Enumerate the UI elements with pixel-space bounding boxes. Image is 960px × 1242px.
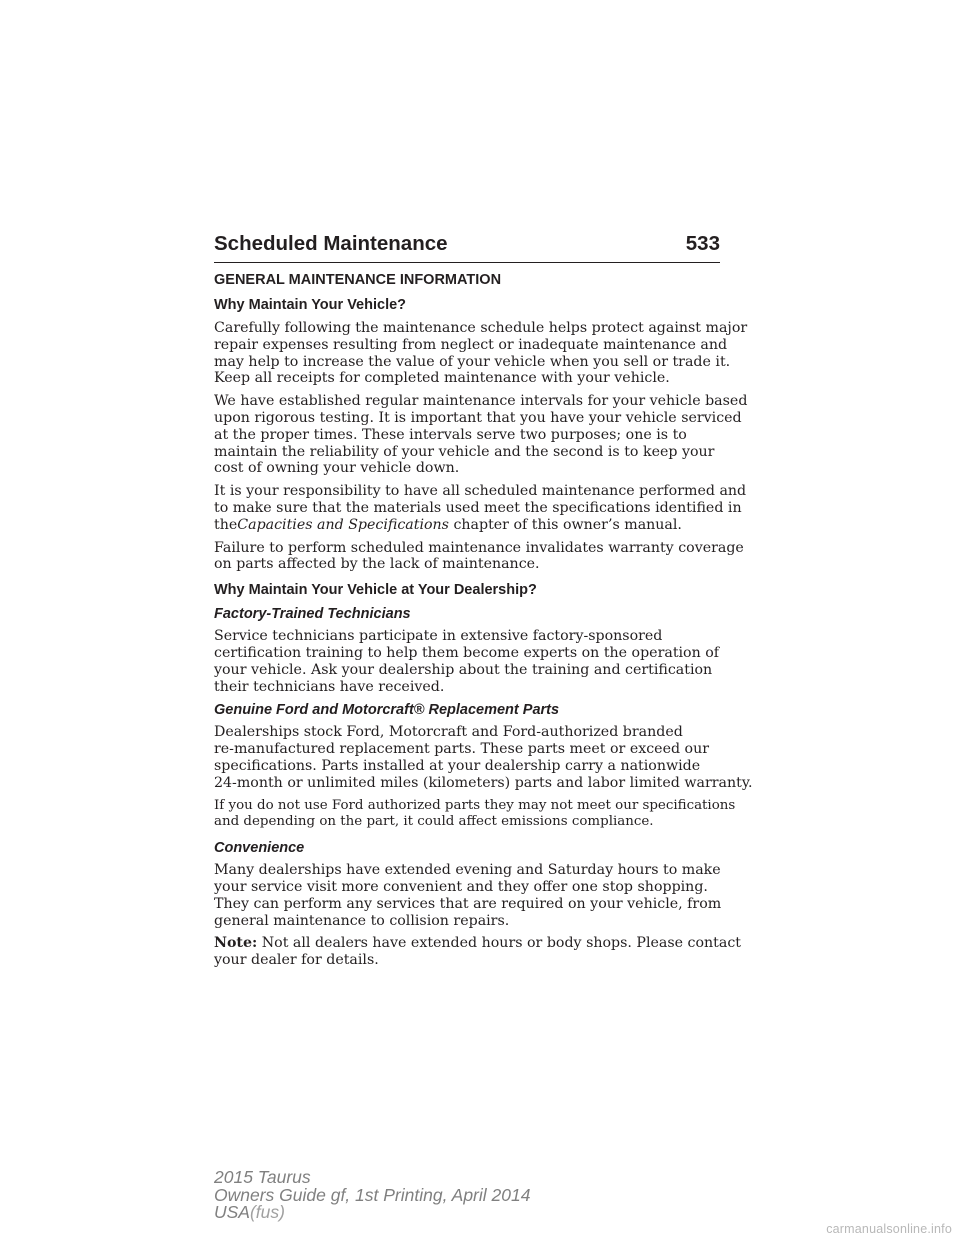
text-line: at the proper times. These intervals serve two purposes; one is to: [214, 426, 687, 443]
technicians-heading: Factory-Trained Technicians: [214, 606, 411, 623]
text-line: Failure to perform scheduled maintenance invalidates warranty coverage: [214, 539, 744, 556]
text-line: [214, 517, 724, 534]
note: [214, 935, 741, 969]
convenience-heading: Convenience: [214, 840, 305, 857]
text-fragment: the: [214, 516, 238, 533]
text-line: We have established regular maintenance intervals for your vehicle based: [214, 393, 748, 410]
text-line: Keep all receipts for completed maintenance with your vehicle.: [214, 370, 670, 387]
text-line: Dealerships stock Ford, Motorcraft and Ford-authorized branded: [214, 724, 683, 741]
text-line: 24-month or unlimited miles (kilometers) parts and labor limited warranty.: [214, 774, 753, 791]
text-line: your dealer for details.: [214, 952, 379, 969]
text-line: specifications. Parts installed at your dealership carry a nationwide: [214, 757, 701, 774]
section-title: GENERAL MAINTENANCE INFORMATION: [214, 272, 502, 288]
page-content: [214, 268, 753, 975]
paragraph: [214, 539, 744, 574]
text-line: general maintenance to collision repairs.: [214, 912, 510, 929]
text-line: to make sure that the materials used meet the specifications identified in: [214, 499, 742, 516]
parts-heading: Genuine Ford and Motorcraft® Replacement Parts: [214, 702, 560, 719]
text-line: re-manufactured replacement parts. These parts meet or exceed our: [214, 741, 710, 758]
text-line: Many dealerships have extended evening and Saturday hours to make: [214, 862, 721, 879]
paragraph: [214, 483, 747, 533]
text-line: If you do not use Ford authorized parts they may not meet our specifications: [214, 797, 736, 813]
text-line: cost of owning your vehicle down.: [214, 460, 460, 477]
text-line: their technicians have received.: [214, 678, 445, 695]
chapter-title: Scheduled Maintenance: [214, 232, 448, 255]
footer-region: [214, 1204, 530, 1222]
text-line: They can perform any services that are required on your vehicle, from: [214, 895, 722, 912]
footer-region-suffix: (fus): [249, 1202, 285, 1222]
page-footer: [214, 1169, 530, 1222]
text-line: on parts affected by the lack of maintenance.: [214, 556, 540, 573]
text-line: [214, 935, 741, 952]
chapter-reference: Capacities and Specifications: [237, 516, 449, 533]
text-line: Service technicians participate in extensive factory-sponsored: [214, 628, 663, 645]
note-label: Note:: [214, 935, 258, 952]
text-line: upon rigorous testing. It is important that you have your vehicle serviced: [214, 409, 742, 426]
paragraph: [214, 862, 724, 929]
dealership-heading: Why Maintain Your Vehicle at Your Dealership?: [214, 582, 537, 599]
why-maintain-heading: Why Maintain Your Vehicle?: [214, 297, 407, 313]
text-line: Carefully following the maintenance schedule helps protect against major: [214, 320, 748, 336]
paragraph: [214, 393, 748, 477]
watermark: carmanualsonline.info: [826, 1222, 952, 1236]
paragraph: [214, 628, 724, 695]
text-line: It is your responsibility to have all scheduled maintenance performed and: [214, 483, 747, 500]
page-header: [214, 230, 720, 263]
paragraph: [214, 320, 748, 387]
paragraph: [214, 724, 753, 791]
text-line: maintain the reliability of your vehicle and the second is to keep your: [214, 443, 715, 460]
text-line: your service visit more convenient and they offer one stop shopping.: [214, 878, 708, 895]
footer-edition: Owners Guide gf, 1st Printing, April 2014: [214, 1184, 531, 1205]
text-line: certification training to help them become experts on the operation of: [214, 644, 720, 661]
text-fragment: Not all dealers have extended hours or body shops. Please contact: [257, 935, 741, 952]
footer-model: 2015 Taurus: [214, 1167, 311, 1187]
text-line: repair expenses resulting from neglect or inadequate maintenance and: [214, 336, 728, 353]
page-number: 533: [685, 232, 720, 255]
text-line: may help to increase the value of your vehicle when you sell or trade it.: [214, 353, 731, 370]
footer-region-code: USA: [214, 1202, 250, 1222]
text-line: and depending on the part, it could affect emissions compliance.: [214, 814, 654, 830]
text-line: your vehicle. Ask your dealership about the training and certification: [214, 661, 713, 678]
paragraph: [214, 797, 736, 832]
text-fragment: chapter of this owner’s manual.: [448, 516, 682, 533]
